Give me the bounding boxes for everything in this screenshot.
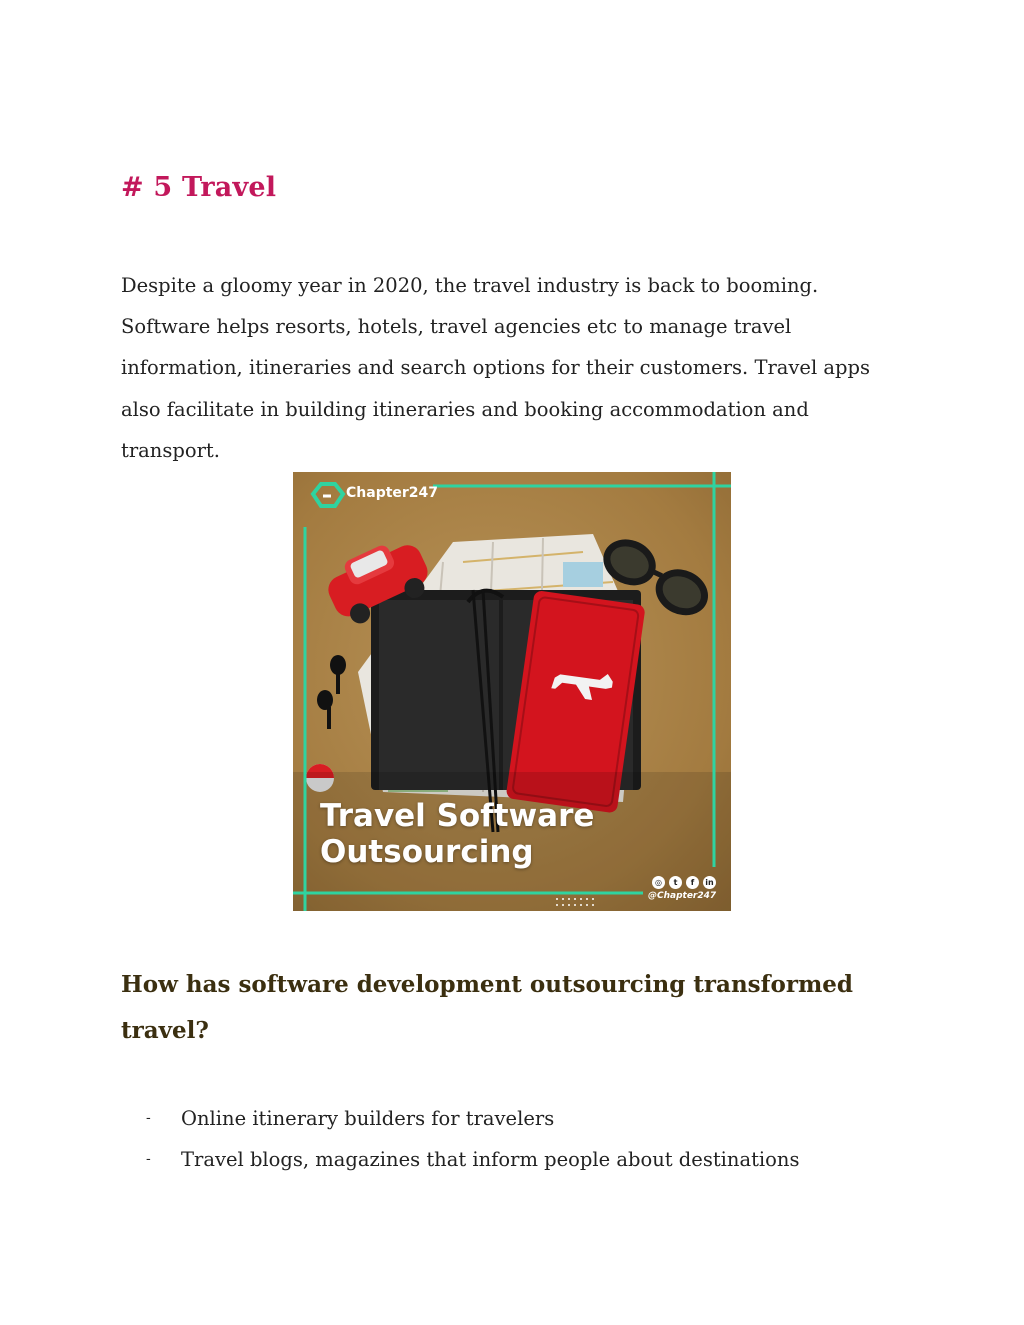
list-item-text: Online itinerary builders for travelers <box>181 1107 555 1130</box>
section-subheading <box>121 962 881 1054</box>
travel-promo-image <box>293 472 731 911</box>
bullet-marker: - <box>146 1110 151 1126</box>
subheading-line: How has software development outsourcing transformed <box>121 971 854 998</box>
paragraph-line: information, itineraries and search options for their customers. Travel apps <box>121 356 870 380</box>
bullet-list <box>121 1098 799 1180</box>
intro-paragraph <box>121 265 911 471</box>
facebook-icon: f <box>686 876 699 889</box>
social-handle: @Chapter247 <box>648 891 717 901</box>
linkedin-icon: in <box>703 876 716 889</box>
promo-title-line: Outsourcing <box>320 834 534 870</box>
subheading-line: travel? <box>121 1017 209 1044</box>
earbuds-illustration <box>317 655 346 729</box>
twitter-icon: t <box>669 876 682 889</box>
list-item <box>121 1139 799 1180</box>
instagram-icon: ◎ <box>652 876 665 889</box>
list-item-text: Travel blogs, magazines that inform people about destinations <box>181 1148 800 1171</box>
promo-title-line: Travel Software <box>320 798 595 834</box>
chapter247-logo-icon <box>313 484 343 506</box>
paragraph-line: transport. <box>121 438 220 462</box>
paragraph-line: Despite a gloomy year in 2020, the travel industry is back to booming. <box>121 274 819 297</box>
brand-name: Chapter247 <box>346 485 439 501</box>
paragraph-line: also facilitate in building itineraries and booking accommodation and <box>121 397 809 421</box>
list-item <box>121 1098 799 1139</box>
paragraph-line: Software helps resorts, hotels, travel agencies etc to manage travel <box>121 315 792 339</box>
bullet-marker: - <box>146 1151 151 1167</box>
promo-title <box>320 798 594 870</box>
section-heading: # 5 Travel <box>121 172 277 203</box>
